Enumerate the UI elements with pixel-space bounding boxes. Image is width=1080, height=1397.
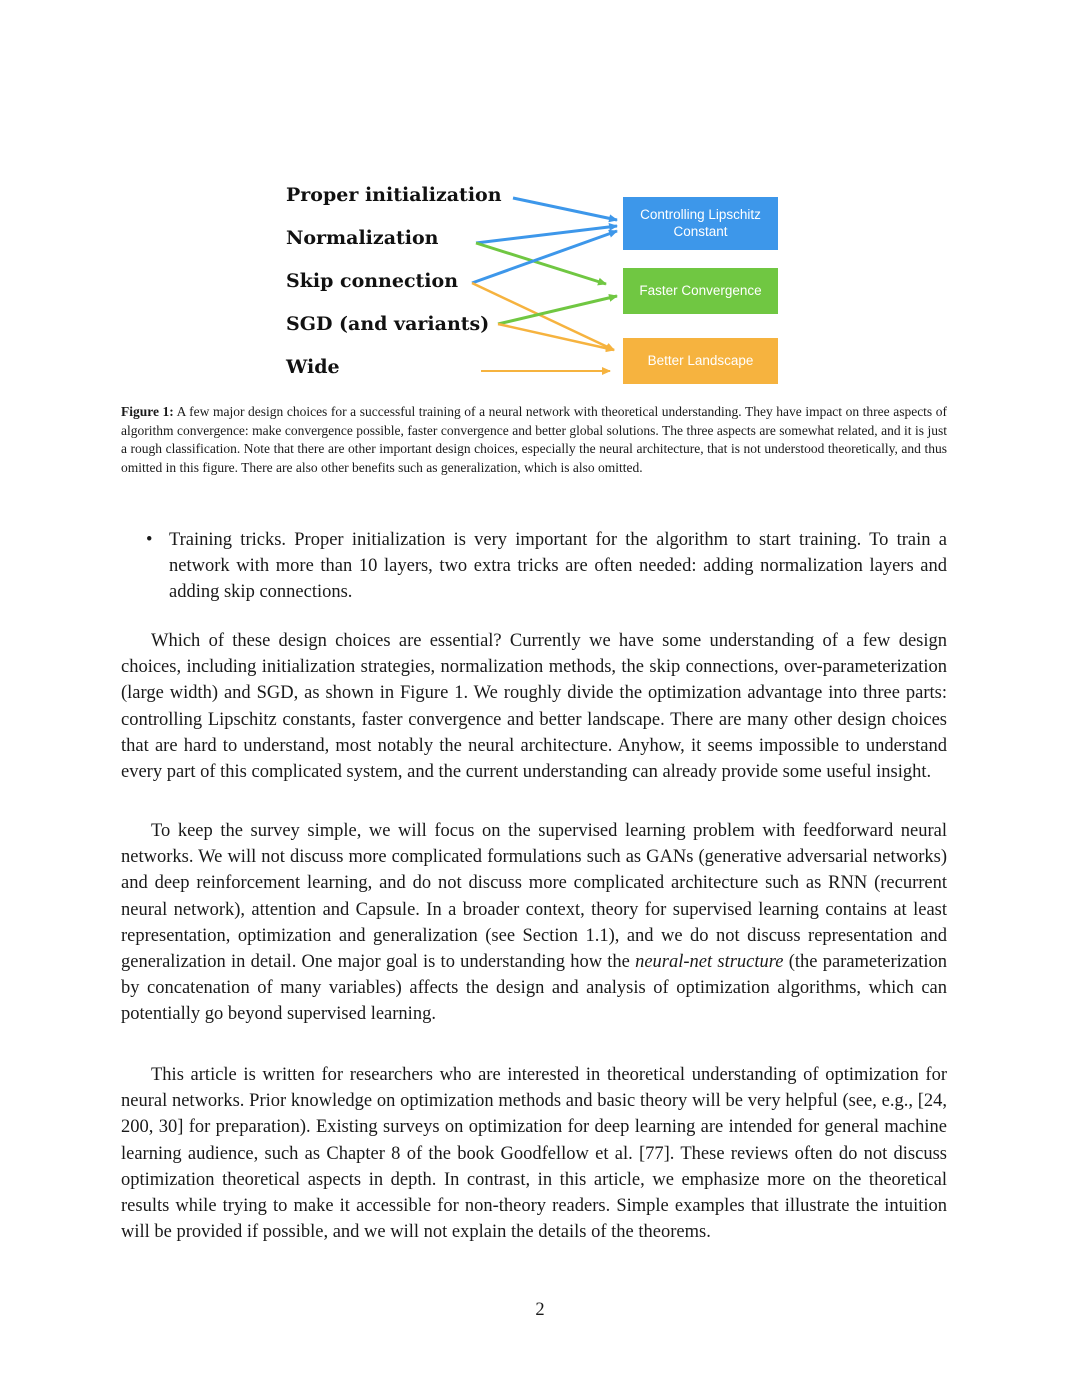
source-label-wide: Wide — [286, 356, 340, 378]
paragraph-1: Which of these design choices are essential? Currently we have some understanding of a few design choices, including initialization strategies, normalization methods, the skip connections, over-parameterization (large width) and SGD, as shown in Figure 1. We roughly divide the optimization advantage into three parts: controlling Lipschitz constants, faster convergence and better landscape. There are many other design choices that are hard to understand, most notably the neural architecture. Anyhow, it seems impossible to understand every part of this complicated system, and the current understanding can already provide some useful insight. — [121, 631, 947, 783]
paragraph-2-part-1: To keep the survey simple, we will focus on the supervised learning problem with feedforward neural networks. We will not discuss more complicated formulations such as GANs (generative adversarial networks) and deep reinforcement learning, and do not discuss more complicated architecture such as RNN (recurrent neural network), attention and Capsule. In a broader context, theory for supervised learning contains at least representation, optimization and generalization (see Section 1.1), and we do not discuss representation and generalization in detail. One major goal is to understanding how the — [121, 821, 947, 973]
arrow-init-to-lipschitz — [513, 198, 617, 220]
source-label-sgd: SGD (and variants) — [286, 313, 490, 335]
paragraph-2-italic-term: neural-net structure — [635, 952, 784, 973]
paragraph-2-part-2: (the parameterization by concatenation of many variables) affects the design and analysis of optimization algorithms, which can potentially go beyond supervised learning. — [121, 952, 947, 1025]
bullet-text: Training tricks. Proper initialization is very important for the algorithm to start training. To train a network with more than 10 layers, two extra tricks are often needed: adding normalization layers and adding skip connections. — [169, 530, 947, 603]
arrow-norm-to-lipschitz — [476, 226, 617, 243]
source-label-normalization: Normalization — [286, 227, 439, 249]
caption-label: Figure 1: — [121, 404, 174, 419]
paragraph-2 — [121, 818, 947, 1028]
target-box-faster-convergence — [623, 268, 778, 314]
source-label-skip-connection: Skip connection — [286, 270, 459, 292]
page-number: 2 — [535, 1300, 545, 1320]
figure-caption — [121, 403, 947, 477]
target-label-lipschitz: Controlling Lipschitz Constant — [640, 207, 761, 239]
diagram-arrows — [0, 0, 1080, 400]
bullet-icon: • — [146, 530, 153, 550]
arrow-sgd-to-landscape — [498, 324, 614, 350]
target-box-better-landscape — [623, 338, 778, 384]
arrow-norm-to-faster — [476, 243, 606, 284]
figure-1 — [0, 0, 1080, 400]
bullet-item — [146, 527, 947, 606]
target-label-better-landscape: Better Landscape — [647, 352, 754, 368]
target-box-lipschitz — [623, 197, 778, 250]
arrow-skip-to-landscape — [472, 283, 614, 350]
caption-text: A few major design choices for a successful training of a neural network with theoretical understanding. They have impact on three aspects of algorithm convergence: make convergence possible, faster convergence and better global solutions. The three aspects are somewhat related, and it is just a rough classification. Note that there are other important design choices, especially the neural architecture, that is not understood theoretically, and thus omitted in this figure. There are also other benefits such as generalization, which is also omitted. — [121, 404, 947, 475]
source-label-proper-initialization: Proper initialization — [286, 184, 502, 206]
arrow-skip-to-lipschitz — [472, 231, 617, 283]
arrow-sgd-to-faster — [498, 296, 617, 324]
paragraph-3: This article is written for researchers who are interested in theoretical understanding of optimization for neural networks. Prior knowledge on optimization methods and basic theory will be very helpful (see, e.g., [24, 200, 30] for preparation). Existing surveys on optimization for deep learning are intended for general machine learning audience, such as Chapter 8 of the book Goodfellow et al. [77]. These reviews often do not discuss optimization theoretical aspects in depth. In contrast, in this article, we emphasize more on the theoretical results while trying to make it accessible for non-theory readers. Simple examples that illustrate the intuition will be provided if possible, and we will not explain the details of the theorems. — [121, 1065, 947, 1243]
target-label-faster-convergence: Faster Convergence — [639, 282, 762, 298]
